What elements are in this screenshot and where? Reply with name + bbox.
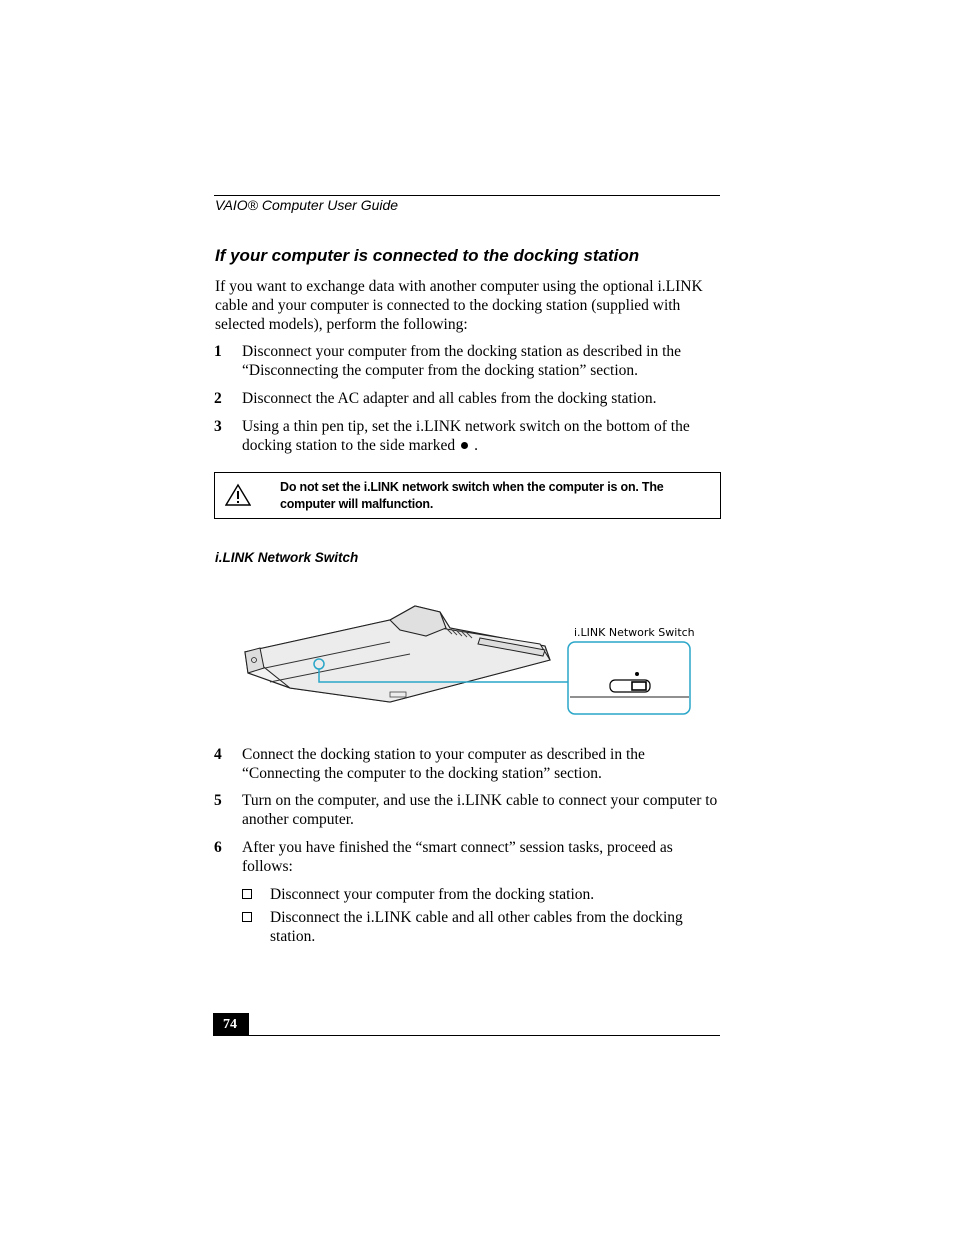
step-text: Using a thin pen tip, set the i.LINK network switch on the bottom of the docking station to the side marked <box>242 418 690 454</box>
intro-paragraph: If you want to exchange data with another computer using the optional i.LINK cable and your computer is connected to the docking station (supplied with selected models), perform the following: <box>215 278 703 333</box>
warning-box <box>214 472 721 519</box>
step-5 <box>214 791 720 829</box>
step-number: 3 <box>214 418 222 435</box>
dot-marker-icon <box>461 442 468 449</box>
section-title: If your computer is connected to the docking station <box>215 246 640 265</box>
step-number: 6 <box>214 839 222 856</box>
step-text-wrap <box>242 417 720 455</box>
figure-caption: i.LINK Network Switch <box>215 550 359 565</box>
dock-left-end <box>245 648 264 673</box>
step-3 <box>214 417 720 455</box>
running-head: VAIO® Computer User Guide <box>215 197 399 213</box>
substep-text: Disconnect your computer from the docking station. <box>270 886 595 903</box>
step-text: Disconnect your computer from the docking station as described in the “Disconnecting the computer from the docking station” section. <box>242 343 682 379</box>
step-1 <box>214 342 720 380</box>
switch-dot-marker-icon <box>635 672 639 676</box>
step-text-suffix: . <box>474 437 478 454</box>
step-text: Connect the docking station to your computer as described in the “Connecting the computer to the docking station” section. <box>242 746 645 782</box>
callout-box <box>568 642 690 714</box>
step-2 <box>214 389 720 408</box>
callout-label: i.LINK Network Switch <box>574 626 695 639</box>
network-switch-knob <box>632 682 646 690</box>
step-number: 4 <box>214 746 222 763</box>
substep-text: Disconnect the i.LINK cable and all other cables from the docking station. <box>270 909 683 945</box>
checkbox-bullet-icon <box>242 889 252 899</box>
step-number: 5 <box>214 792 222 809</box>
step-text: Disconnect the AC adapter and all cables from the docking station. <box>242 390 657 407</box>
step-4 <box>214 745 720 783</box>
docking-station-illustration <box>240 598 705 720</box>
page-number: 74 <box>213 1013 249 1036</box>
step-number: 1 <box>214 343 222 360</box>
step-text: After you have finished the “smart connect” session tasks, proceed as follows: <box>242 839 673 875</box>
substep-item <box>242 885 720 904</box>
footer-rule <box>214 1035 720 1036</box>
header-rule <box>214 195 720 196</box>
step-number: 2 <box>214 390 222 407</box>
step-text: Turn on the computer, and use the i.LINK cable to connect your computer to another computer. <box>242 792 718 828</box>
substep-item <box>242 908 720 946</box>
dock-bottom-face <box>245 620 550 702</box>
step-6 <box>214 838 720 876</box>
warning-text: Do not set the i.LINK network switch when the computer is on. The computer will malfunction. <box>280 480 664 511</box>
checkbox-bullet-icon <box>242 912 252 922</box>
warning-triangle-icon <box>225 483 251 507</box>
